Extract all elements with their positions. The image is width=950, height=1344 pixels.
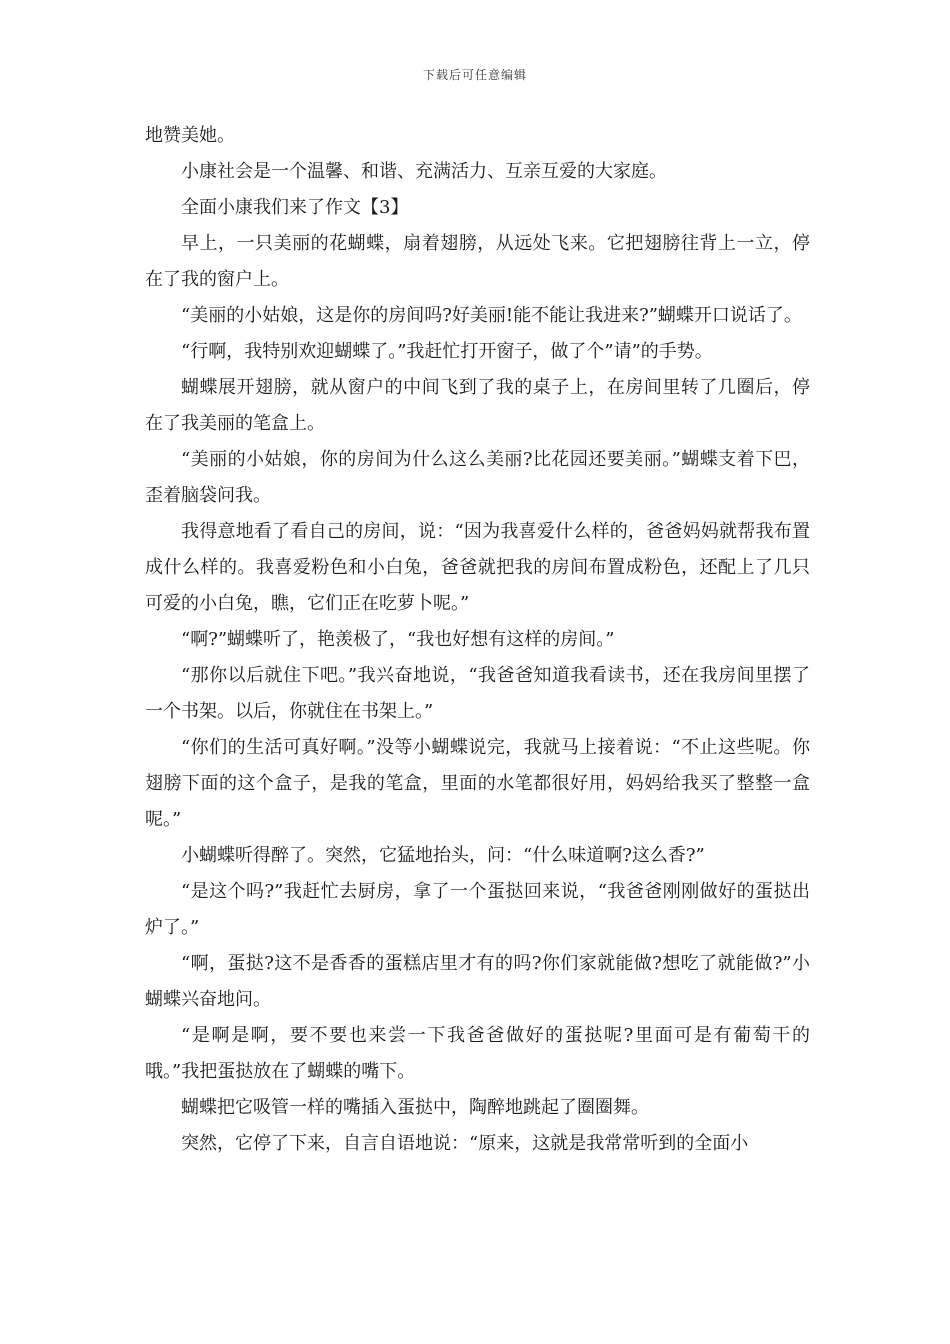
paragraph-11: “那你以后就住下吧。”我兴奋地说，“我爸爸知道我看读书，还在我房间里摆了一个书架。以后，你就住在书架上。” bbox=[145, 665, 810, 722]
section-heading: 全面小康我们来了作文【3】 bbox=[181, 197, 409, 218]
paragraph-8: “美丽的小姑娘，你的房间为什么这么美丽?比花园还要美丽。”蝴蝶支着下巴，歪着脑袋问我。 bbox=[145, 449, 810, 506]
paragraph-4: 早上，一只美丽的花蝴蝶，扇着翅膀，从远处飞来。它把翅膀往背上一立，停在了我的窗户上。 bbox=[145, 233, 810, 290]
paragraph-18: 突然，它停了下来，自言自语地说：“原来，这就是我常常听到的全面小 bbox=[181, 1133, 749, 1154]
paragraph-6: “行啊，我特别欢迎蝴蝶了。”我赶忙打开窗子，做了个”请”的手势。 bbox=[181, 341, 713, 362]
paragraph-9: 我得意地看了看自己的房间，说：“因为我喜爱什么样的，爸爸妈妈就帮我布置成什么样的。我喜爱粉色和小白兔，爸爸就把我的房间布置成粉色，还配上了几只可爱的小白兔，瞧，它们正在吃萝卜呢。” bbox=[145, 521, 810, 614]
paragraph-5: “美丽的小姑娘，这是你的房间吗?好美丽!能不能让我进来?”蝴蝶开口说话了。 bbox=[181, 305, 802, 326]
document-body bbox=[145, 118, 810, 1162]
page-header: 下载后可任意编辑 bbox=[422, 68, 527, 82]
paragraph-17: 蝴蝶把它吸管一样的嘴插入蛋挞中，陶醉地跳起了圈圈舞。 bbox=[181, 1097, 649, 1118]
paragraph-14: “是这个吗?”我赶忙去厨房，拿了一个蛋挞回来说，“我爸爸刚刚做好的蛋挞出炉了。” bbox=[145, 881, 810, 938]
paragraph-15: “啊，蛋挞?这不是香香的蛋糕店里才有的吗?你们家就能做?想吃了就能做?”小蝴蝶兴奋地问。 bbox=[145, 953, 810, 1010]
paragraph-7: 蝴蝶展开翅膀，就从窗户的中间飞到了我的桌子上，在房间里转了几圈后，停在了我美丽的笔盒上。 bbox=[145, 377, 810, 434]
paragraph-16: “是啊是啊，要不要也来尝一下我爸爸做好的蛋挞呢?里面可是有葡萄干的哦。”我把蛋挞放在了蝴蝶的嘴下。 bbox=[145, 1025, 810, 1082]
paragraph-10: “啊?”蝴蝶听了，艳羡极了，“我也好想有这样的房间。” bbox=[181, 629, 615, 650]
paragraph-2: 小康社会是一个温馨、和谐、充满活力、互亲互爱的大家庭。 bbox=[181, 161, 667, 182]
paragraph-12: “你们的生活可真好啊。”没等小蝴蝶说完，我就马上接着说：“不止这些呢。你翅膀下面的这个盒子，是我的笔盒，里面的水笔都很好用，妈妈给我买了整整一盒呢。” bbox=[145, 737, 810, 830]
paragraph-13: 小蝴蝶听得醉了。突然，它猛地抬头，问：“什么味道啊?这么香?” bbox=[181, 845, 705, 866]
paragraph-1: 地赞美她。 bbox=[145, 125, 235, 146]
